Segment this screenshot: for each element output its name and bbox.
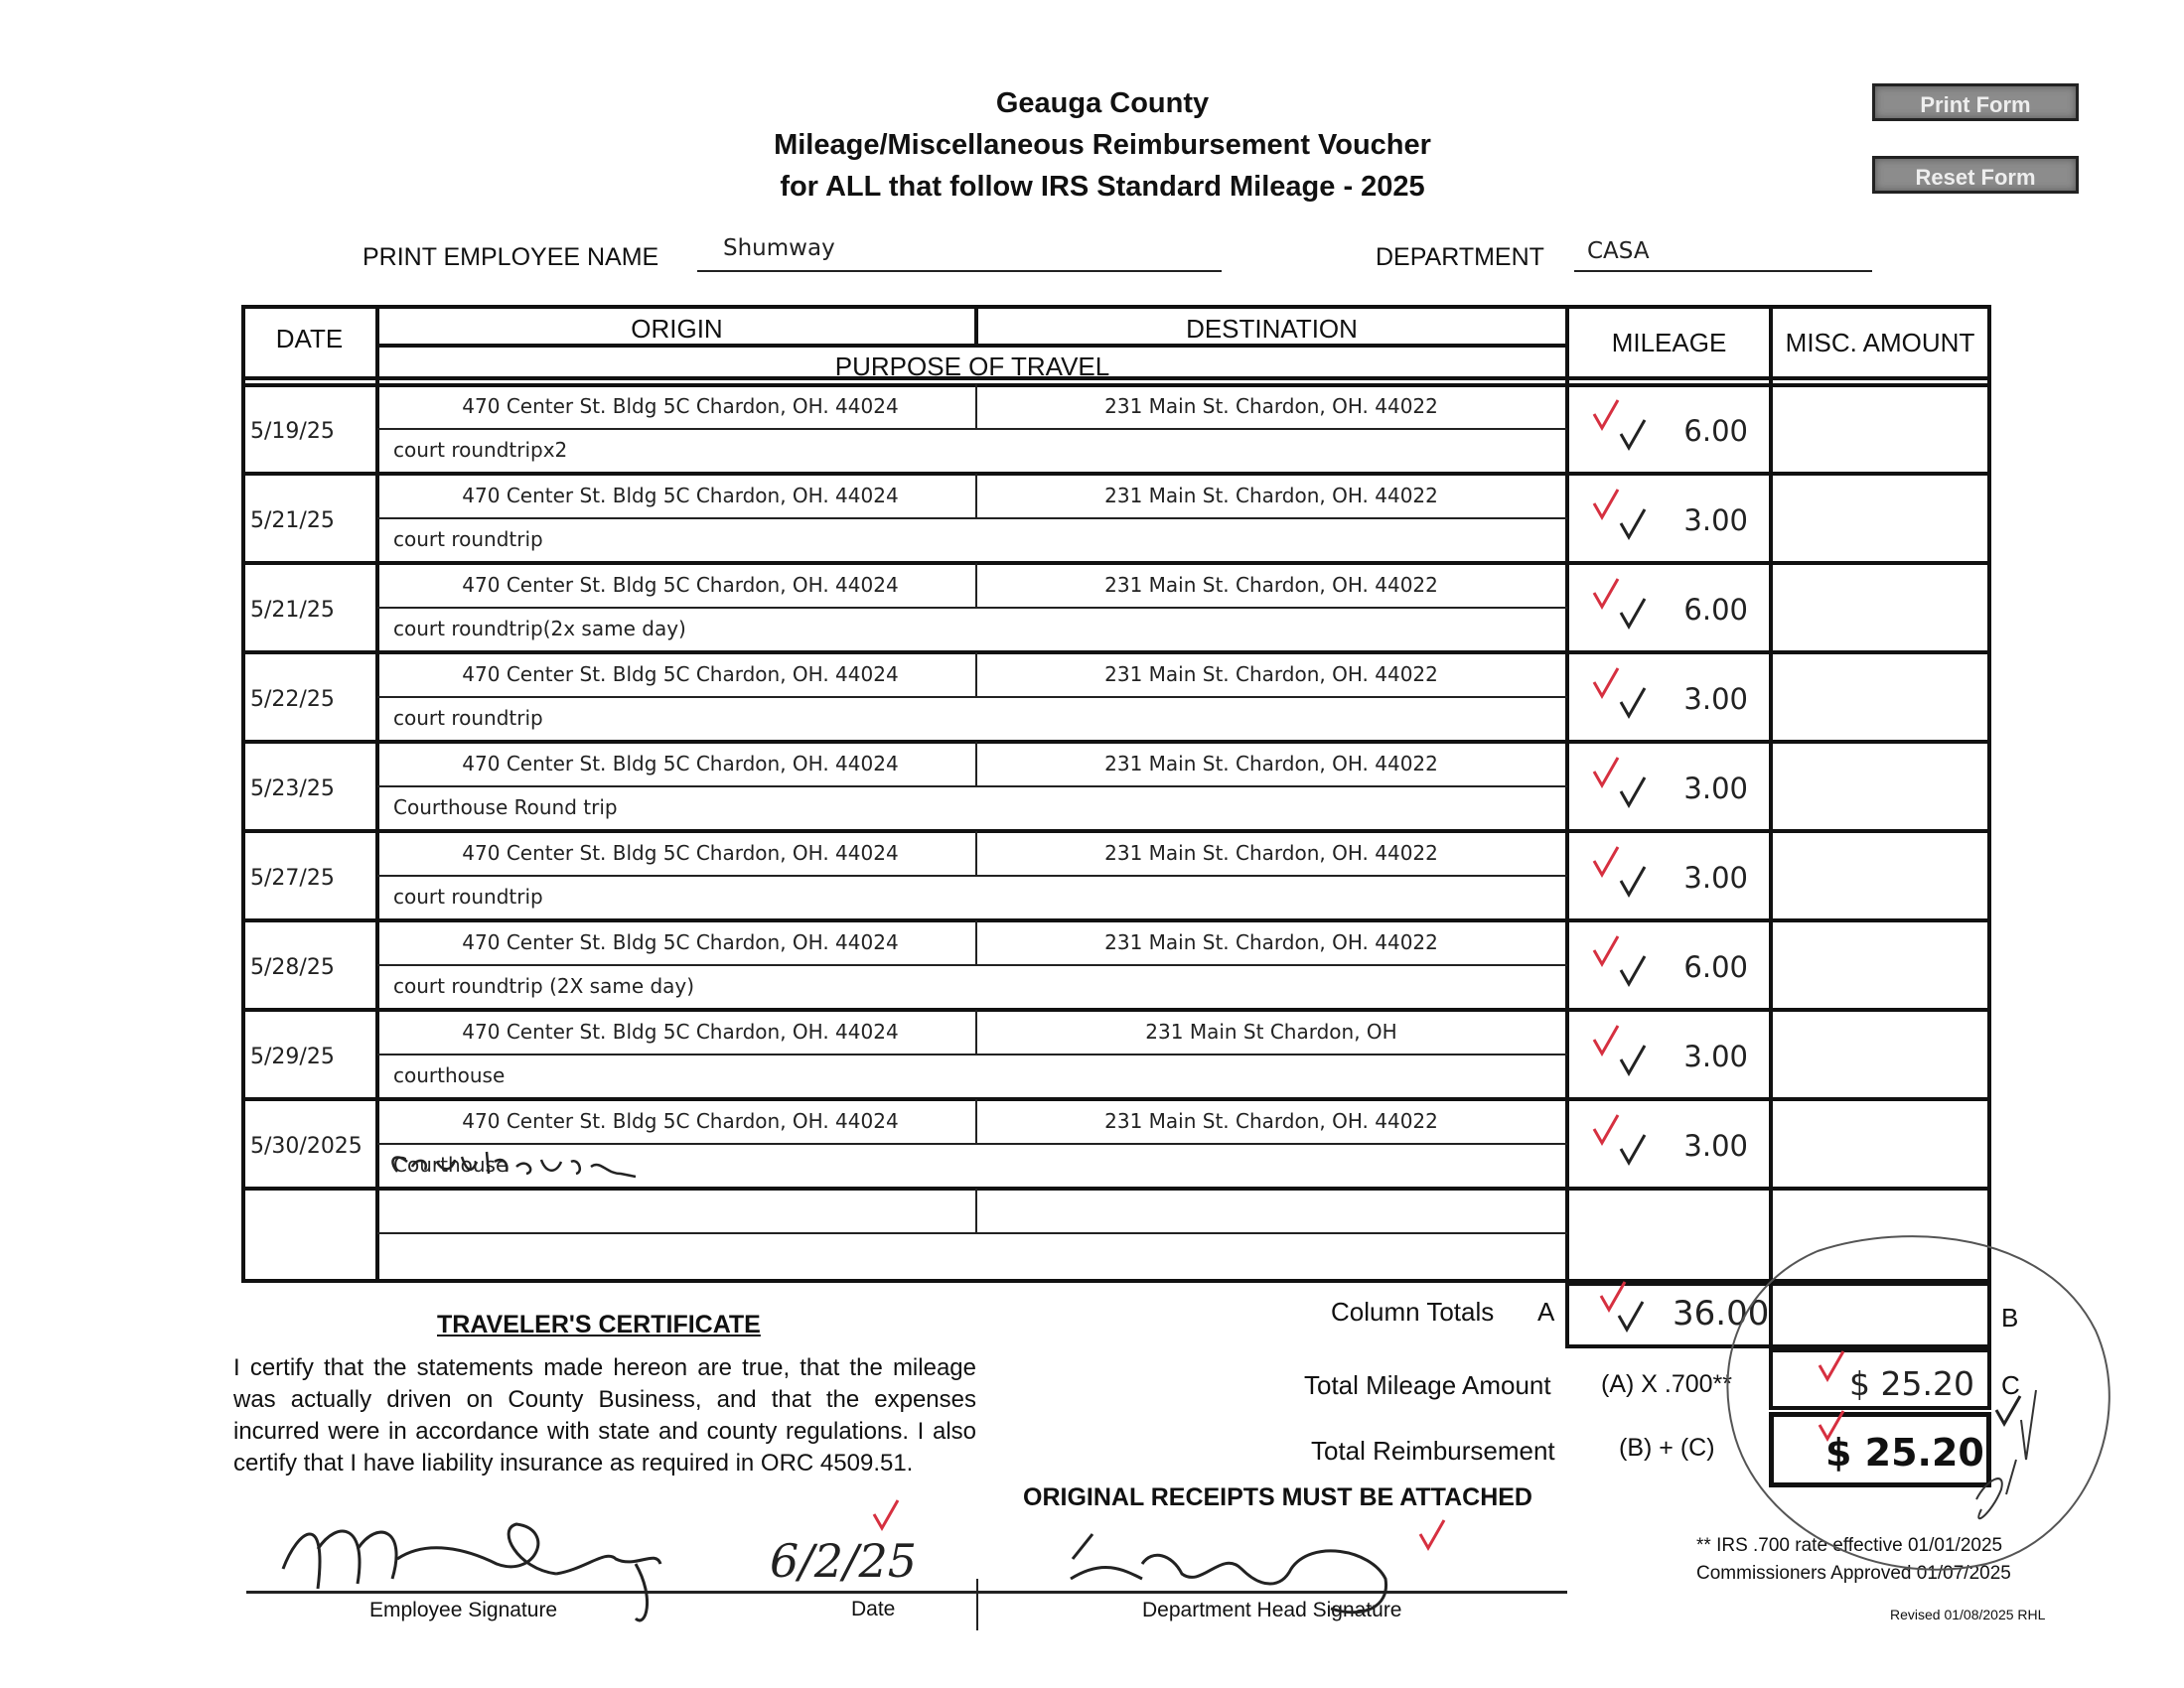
origin-destination-divider [975, 1010, 977, 1055]
employee-signature-label: Employee Signature [369, 1599, 558, 1621]
form-title-county: Geauga County [995, 87, 1210, 119]
form-title-voucher: Mileage/Miscellaneous Reimbursement Voucher [774, 129, 1431, 161]
row-mileage[interactable]: 3.00 [1683, 861, 1748, 895]
origin-destination-divider [975, 474, 977, 519]
row-separator [241, 740, 1991, 744]
row-separator [241, 472, 1991, 476]
row-separator [241, 1097, 1991, 1101]
signature-check-red [1420, 1520, 1444, 1548]
header-origin: ORIGIN [631, 314, 723, 344]
signature-divider [976, 1579, 978, 1630]
origin-destination-divider [975, 742, 977, 787]
column-b-letter: B [2001, 1303, 2019, 1333]
row-date[interactable]: 5/21/25 [250, 508, 335, 533]
mileage-formula: (A) X .700** [1601, 1370, 1733, 1398]
row-date[interactable]: 5/22/25 [250, 687, 335, 712]
origin-destination-divider [975, 1189, 977, 1234]
row-separator [241, 1008, 1991, 1012]
origin-destination-divider [975, 831, 977, 877]
mileage-column-divider-right [1769, 305, 1773, 1283]
employee-name-line [697, 270, 1222, 272]
row-mileage[interactable]: 3.00 [1683, 772, 1748, 805]
row-date[interactable]: 5/23/25 [250, 776, 335, 801]
total-mileage-amount-value[interactable]: $ 25.20 [1849, 1364, 1974, 1403]
origin-purpose-divider [377, 428, 1567, 430]
row-destination[interactable]: 231 Main St. Chardon, OH. 44022 [1104, 1109, 1438, 1133]
header-mileage: MILEAGE [1611, 328, 1727, 357]
row-destination[interactable]: 231 Main St. Chardon, OH. 44022 [1104, 573, 1438, 597]
original-receipts-notice: ORIGINAL RECEIPTS MUST BE ATTACHED [1023, 1483, 1532, 1511]
origin-destination-divider [975, 1099, 977, 1145]
column-c-letter: C [2001, 1370, 2020, 1400]
origin-destination-divider [975, 652, 977, 698]
mileage-column-divider-left [1565, 305, 1569, 1283]
header-date: DATE [275, 324, 344, 353]
row-separator [241, 650, 1991, 654]
header-purpose: PURPOSE OF TRAVEL [834, 352, 1110, 381]
row-destination[interactable]: 231 Main St. Chardon, OH. 44022 [1104, 752, 1438, 775]
row-purpose[interactable]: court roundtripx2 [393, 438, 568, 462]
column-a-letter: A [1537, 1297, 1555, 1327]
row-date[interactable]: 5/19/25 [250, 419, 335, 444]
origin-purpose-divider [377, 1232, 1567, 1234]
row-destination[interactable]: 231 Main St. Chardon, OH. 44022 [1104, 662, 1438, 686]
origin-purpose-divider [377, 785, 1567, 787]
reimbursement-formula: (B) + (C) [1619, 1434, 1715, 1462]
row-destination[interactable]: 231 Main St. Chardon, OH. 44022 [1104, 394, 1438, 418]
row-purpose[interactable]: court roundtrip (2X same day) [393, 974, 695, 998]
row-purpose[interactable]: Courthouse Round trip [393, 795, 618, 819]
travelers-certificate-text: I certify that the statements made hereon are true, that the mileage was actually driven on County Business, and that the expenses incurred were in accordance with state and county regulations. I also certify that I have liability insurance as required in ORC 4509.51. [233, 1354, 976, 1477]
department-head-signature-label: Department Head Signature [1142, 1599, 1402, 1621]
row-mileage[interactable]: 3.00 [1683, 1129, 1748, 1163]
revision-note: Revised 01/08/2025 RHL [1890, 1607, 2046, 1622]
row-origin[interactable]: 470 Center St. Bldg 5C Chardon, OH. 44024 [462, 930, 899, 954]
row-date[interactable]: 5/21/25 [250, 598, 335, 623]
row-mileage[interactable]: 3.00 [1683, 1040, 1748, 1073]
row-purpose[interactable]: court roundtrip [393, 885, 543, 909]
origin-purpose-divider [377, 607, 1567, 609]
total-reimbursement-label: Total Reimbursement [1311, 1436, 1555, 1466]
signature-line [246, 1591, 1567, 1594]
row-origin[interactable]: 470 Center St. Bldg 5C Chardon, OH. 44024 [462, 662, 899, 686]
row-separator [241, 829, 1991, 833]
row-date[interactable]: 5/29/25 [250, 1045, 335, 1069]
employee-name-value[interactable]: Shumway [723, 235, 835, 261]
row-purpose[interactable]: court roundtrip [393, 706, 543, 730]
row-mileage[interactable]: 3.00 [1683, 503, 1748, 537]
origin-purpose-divider [377, 875, 1567, 877]
row-date[interactable]: 5/28/25 [250, 955, 335, 980]
total-mileage-amount-label: Total Mileage Amount [1304, 1370, 1551, 1400]
date-column-divider [375, 305, 379, 1283]
row-origin[interactable]: 470 Center St. Bldg 5C Chardon, OH. 44024 [462, 1020, 899, 1044]
row-destination[interactable]: 231 Main St. Chardon, OH. 44022 [1104, 484, 1438, 507]
signature-date-value[interactable]: 6/2/25 [770, 1534, 918, 1588]
row-date[interactable]: 5/27/25 [250, 866, 335, 891]
origin-purpose-divider [377, 1143, 1567, 1145]
travelers-certificate-title: TRAVELER'S CERTIFICATE [437, 1311, 761, 1338]
origin-purpose-divider [377, 964, 1567, 966]
row-purpose[interactable]: court roundtrip [393, 527, 543, 551]
department-label: DEPARTMENT [1376, 243, 1544, 271]
row-mileage[interactable]: 6.00 [1683, 414, 1748, 448]
row-purpose[interactable]: Courthouse [393, 1153, 509, 1177]
form-title-subtitle: for ALL that follow IRS Standard Mileage - 2025 [780, 171, 1425, 203]
row-destination[interactable]: 231 Main St. Chardon, OH. 44022 [1104, 930, 1438, 954]
row-origin[interactable]: 470 Center St. Bldg 5C Chardon, OH. 44024 [462, 484, 899, 507]
date-label: Date [851, 1598, 896, 1620]
reset-form-button[interactable]: Reset Form [1872, 156, 2079, 194]
print-form-button[interactable]: Print Form [1872, 83, 2079, 121]
row-date[interactable]: 5/30/2025 [250, 1134, 363, 1159]
row-separator [241, 918, 1991, 922]
row-origin[interactable]: 470 Center St. Bldg 5C Chardon, OH. 44024 [462, 752, 899, 775]
origin-purpose-divider [377, 696, 1567, 698]
row-purpose[interactable]: courthouse [393, 1063, 506, 1087]
total-reimbursement-value[interactable]: $ 25.20 [1825, 1431, 1984, 1475]
irs-rate-footnote: ** IRS .700 rate effective 01/01/2025 [1696, 1535, 2003, 1556]
origin-purpose-divider [377, 1054, 1567, 1055]
row-destination[interactable]: 231 Main St Chardon, OH [1145, 1020, 1397, 1044]
department-line [1574, 270, 1872, 272]
row-destination[interactable]: 231 Main St. Chardon, OH. 44022 [1104, 841, 1438, 865]
employee-name-label: PRINT EMPLOYEE NAME [363, 243, 659, 271]
column-total-b-box [1769, 1282, 1991, 1348]
header-destination: DESTINATION [1186, 314, 1358, 344]
row-origin[interactable]: 470 Center St. Bldg 5C Chardon, OH. 44024 [462, 1109, 899, 1133]
header-bottom-rule-2 [241, 383, 1991, 387]
date-check-red [874, 1500, 898, 1528]
row-mileage[interactable]: 6.00 [1683, 593, 1748, 627]
row-separator [241, 561, 1991, 565]
origin-destination-divider [975, 384, 977, 430]
department-value[interactable]: CASA [1587, 238, 1650, 264]
commissioners-approved-footnote: Commissioners Approved 01/07/2025 [1696, 1563, 2011, 1584]
row-origin[interactable]: 470 Center St. Bldg 5C Chardon, OH. 44024 [462, 841, 899, 865]
origin-destination-divider [975, 563, 977, 609]
row-mileage[interactable]: 6.00 [1683, 950, 1748, 984]
row-purpose[interactable]: court roundtrip(2x same day) [393, 617, 686, 640]
column-totals-label: Column Totals [1331, 1297, 1495, 1327]
origin-destination-divider [975, 920, 977, 966]
row-mileage[interactable]: 3.00 [1683, 682, 1748, 716]
header-misc-amount: MISC. AMOUNT [1785, 328, 1975, 357]
mileage-total-value[interactable]: 36.00 [1673, 1294, 1770, 1334]
origin-purpose-divider [377, 517, 1567, 519]
row-origin[interactable]: 470 Center St. Bldg 5C Chardon, OH. 44024 [462, 394, 899, 418]
row-origin[interactable]: 470 Center St. Bldg 5C Chardon, OH. 44024 [462, 573, 899, 597]
row-separator [241, 1187, 1991, 1191]
